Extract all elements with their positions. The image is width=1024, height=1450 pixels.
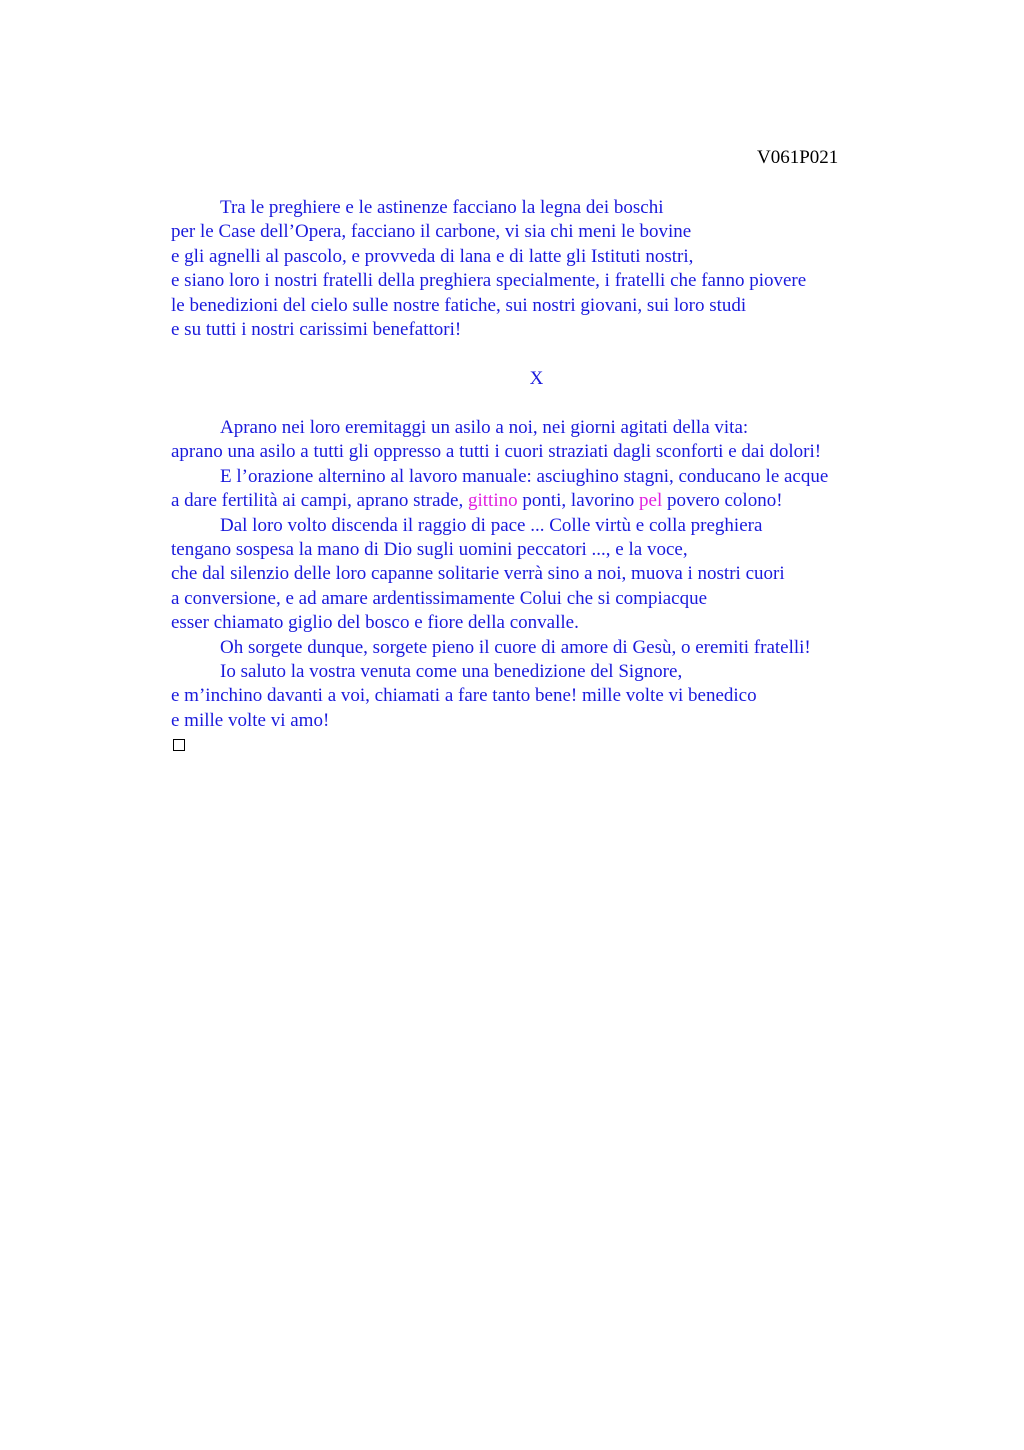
text-line: e mille volte vi amo! <box>171 709 330 731</box>
text-segment: povero colono! <box>662 490 783 512</box>
text-line: e m’inchino davanti a voi, chiamati a fare tanto bene! mille volte vi benedico <box>171 685 757 707</box>
text-line: Aprano nei loro eremitaggi un asilo a noi, nei giorni agitati della vita: <box>220 417 749 438</box>
text-line: aprano una asilo a tutti gli oppresso a tutti i cuori straziati dagli sconforti e dai dolori! <box>171 441 822 463</box>
text-line: che dal silenzio delle loro capanne solitarie verrà sino a noi, muova i nostri cuori <box>171 563 785 585</box>
text-line: per le Case dell’Opera, facciano il carbone, vi sia chi meni le bovine <box>171 221 692 243</box>
text-line: E l’orazione alternino al lavoro manuale: asciughino stagni, conducano le acque <box>220 465 829 487</box>
text-line: esser chiamato giglio del bosco e fiore della convalle. <box>171 612 579 634</box>
text-line: a conversione, e ad amare ardentissimamente Colui che si compiacque <box>171 587 708 609</box>
paragraph-block-2 <box>171 416 931 751</box>
paragraph-block-1 <box>171 196 931 342</box>
text-line: Tra le preghiere e le astinenze facciano la legna dei boschi <box>220 197 664 218</box>
highlighted-word: pel <box>639 490 663 512</box>
text-segment: a dare fertilità ai campi, aprano strade, <box>171 490 468 512</box>
text-line: tengano sospesa la mano di Dio sugli uomini peccatori ..., e la voce, <box>171 538 688 560</box>
text-line: Oh sorgete dunque, sorgete pieno il cuore di amore di Gesù, o eremiti fratelli! <box>220 636 811 658</box>
text-segment: ponti, lavorino <box>517 490 640 512</box>
text-line: Dal loro volto discenda il raggio di pace ... Colle virtù e colla preghiera <box>220 514 763 536</box>
end-of-text-square-icon <box>173 739 185 751</box>
text-line: e su tutti i nostri carissimi benefattori! <box>171 318 462 340</box>
section-heading: X <box>529 368 544 389</box>
text-line: e gli agnelli al pascolo, e provveda di lana e di latte gli Istituti nostri, <box>171 245 694 267</box>
page-identifier: V061P021 <box>757 147 839 168</box>
text-line: e siano loro i nostri fratelli della preghiera specialmente, i fratelli che fanno piovere <box>171 270 807 292</box>
highlighted-word: gittino <box>468 490 518 512</box>
text-line <box>171 489 931 513</box>
text-line: Io saluto la vostra venuta come una benedizione del Signore, <box>220 660 683 682</box>
text-line: le benedizioni del cielo sulle nostre fatiche, sui nostri giovani, sui loro studi <box>171 294 747 316</box>
